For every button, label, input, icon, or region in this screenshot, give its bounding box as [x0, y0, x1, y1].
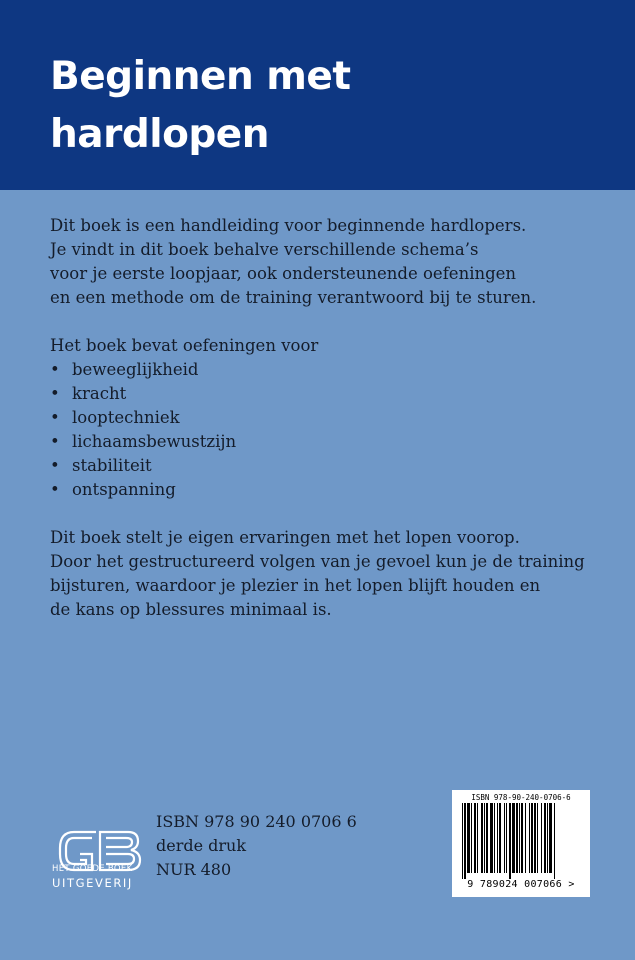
list-item-label: beweeglijkheid [72, 360, 199, 379]
list-item-label: ontspanning [72, 480, 176, 499]
list-item [50, 430, 610, 454]
intro-line: Dit boek is een handleiding voor beginnende hardlopers. [50, 216, 527, 235]
publisher-line-2: UITGEVERIJ [52, 876, 133, 890]
barcode [452, 790, 590, 897]
intro-line: Je vindt in dit boek behalve verschillende schema’s [50, 240, 479, 259]
list-item-label: looptechniek [72, 408, 180, 427]
intro-line: voor je eerste loopjaar, ook ondersteunende oefeningen [50, 264, 517, 283]
book-title [50, 48, 351, 164]
isbn-text: ISBN 978 90 240 0706 6 [156, 812, 357, 831]
bullet-icon: • [50, 408, 60, 427]
closing-paragraph [50, 526, 610, 622]
intro-paragraph [50, 214, 610, 310]
bullet-icon: • [50, 360, 60, 379]
bullet-icon: • [50, 456, 60, 475]
closing-line: Dit boek stelt je eigen ervaringen met het lopen voorop. [50, 528, 520, 547]
book-meta [156, 810, 357, 882]
barcode-digits: 9 789024 007066 > [467, 879, 575, 890]
blurb [50, 214, 610, 622]
list-item [50, 406, 610, 430]
list-item [50, 382, 610, 406]
bullet-icon: • [50, 384, 60, 403]
closing-line: de kans op blessures minimaal is. [50, 600, 332, 619]
list-item-label: stabiliteit [72, 456, 152, 475]
closing-line: bijsturen, waardoor je plezier in het lopen blijft houden en [50, 576, 541, 595]
title-line-1: Beginnen met [50, 54, 351, 99]
exercise-list [50, 358, 610, 502]
title-line-2: hardlopen [50, 112, 270, 157]
list-intro: Het boek bevat oefeningen voor [50, 336, 319, 355]
publisher-name [52, 864, 133, 890]
publisher-line-1: HET GOEDE BOEK [52, 864, 133, 874]
list-item [50, 478, 610, 502]
edition-text: derde druk [156, 836, 247, 855]
nur-text: NUR 480 [156, 860, 232, 879]
list-item [50, 358, 610, 382]
closing-line: Door het gestructureerd volgen van je gevoel kun je de training [50, 552, 585, 571]
intro-line: en een methode om de training verantwoord bij te sturen. [50, 288, 537, 307]
header-band [0, 0, 635, 190]
list-item-label: lichaamsbewustzijn [72, 432, 237, 451]
bullet-icon: • [50, 432, 60, 451]
barcode-bars-icon [456, 803, 586, 879]
barcode-isbn: ISBN 978-90-240-0706-6 [471, 793, 571, 802]
list-item [50, 454, 610, 478]
list-item-label: kracht [72, 384, 127, 403]
bullet-icon: • [50, 480, 60, 499]
